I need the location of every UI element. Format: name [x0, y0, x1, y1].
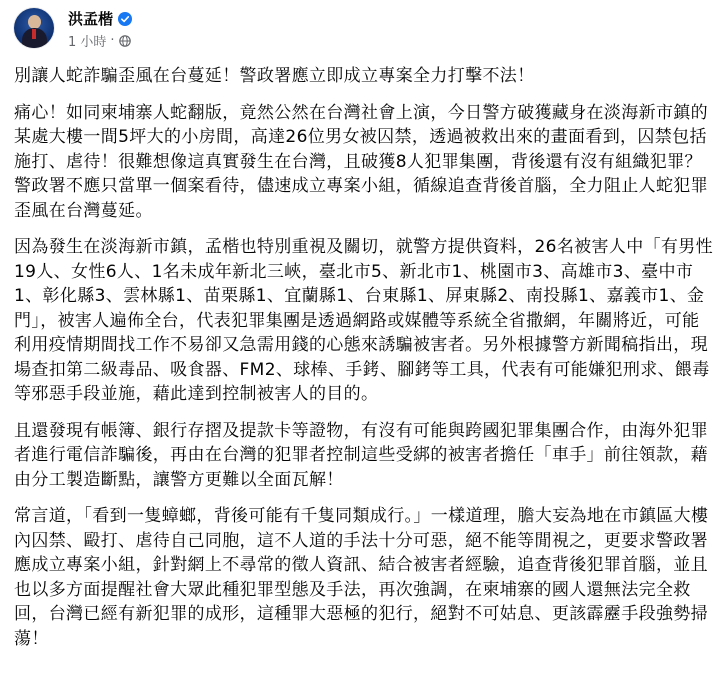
avatar[interactable]: [14, 8, 54, 48]
verified-badge-icon: [118, 11, 132, 25]
avatar-tie: [32, 29, 36, 39]
avatar-face: [28, 15, 41, 29]
post-meta: [68, 8, 132, 50]
post-paragraph: 痛心！如同柬埔寨人蛇翻版，竟然公然在台灣社會上演，今日警方破獲藏身在淡海新市鎮的某處大樓一間5坪大的小房間，高達26位男女被囚禁，透過被救出來的畫面看到，囚禁包括施打、虐待！很難想像這真實發生在台灣，且破獲8人犯罪集團，背後還有沒有組織犯罪？警政署不應只當單一個案看待，儘速成立專案小組，循線追查背後首腦，全力阻止人蛇犯罪歪風在台灣蔓延。: [14, 102, 708, 221]
post-timestamp[interactable]: 1 小時: [68, 35, 107, 50]
post-header: [14, 8, 132, 50]
timestamp-row: [68, 31, 132, 50]
author-row: [68, 8, 132, 28]
separator-dot: ·: [110, 33, 115, 48]
globe-icon[interactable]: [119, 35, 131, 47]
post-body: [14, 64, 714, 663]
author-name[interactable]: 洪孟楷: [68, 9, 114, 28]
post-paragraph: 因為發生在淡海新市鎮，孟楷也特別重視及關切，就警方提供資料，26名被害人中「有男性19人、女性6人、1名未成年新北三峽，臺北市5、新北市1、桃園市3、高雄市3、臺中市1、彰化縣3、雲林縣1、苗栗縣1、宜蘭縣1、台東縣1、屏東縣2、南投縣1、嘉義市1、金門」，被害人遍佈全台，代表犯罪集團是透過網路或媒體等系統全省撒網，年關將近，可能利用疫情期間找工作不易卻又急需用錢的心態來誘騙被害者。另外根據警方新聞稿指出，現場查扣第二級毒品、吸食器、FM2、球棒、手銬、腳銬等工具，代表有可能嫌犯刑求、餵毒等邪惡手段並施，藉此達到控制被害人的目的。: [14, 237, 713, 404]
post-headline: 別讓人蛇詐騙歪風在台蔓延！警政署應立即成立專案全力打擊不法！: [14, 66, 535, 86]
post-paragraph: 且還發現有帳簿、銀行存摺及提款卡等證物，有沒有可能與跨國犯罪集團合作，由海外犯罪者進行電信詐騙後，再由在台灣的犯罪者控制這些受綁的被害者擔任「車手」前往領款，藉由分工製造斷點，讓警方更難以全面瓦解！: [14, 420, 708, 490]
post-paragraph: 常言道，「看到一隻蟑螂，背後可能有千隻同類成行。」一樣道理，膽大妄為地在市鎮區大樓內囚禁、毆打、虐待自己同胞，這不人道的手法十分可惡，絕不能等閒視之，更要求警政署應成立專案小組，針對網上不尋常的徵人資訊、結合被害者經驗，追查背後犯罪首腦，並且也以多方面提醒社會大眾此種犯罪型態及手法，再次強調，在柬埔寨的國人還無法完全救回，台灣已經有新犯罪的成形，這種罪大惡極的犯行，絕對不可姑息、更該霹靂手段強勢掃蕩！: [14, 506, 709, 649]
